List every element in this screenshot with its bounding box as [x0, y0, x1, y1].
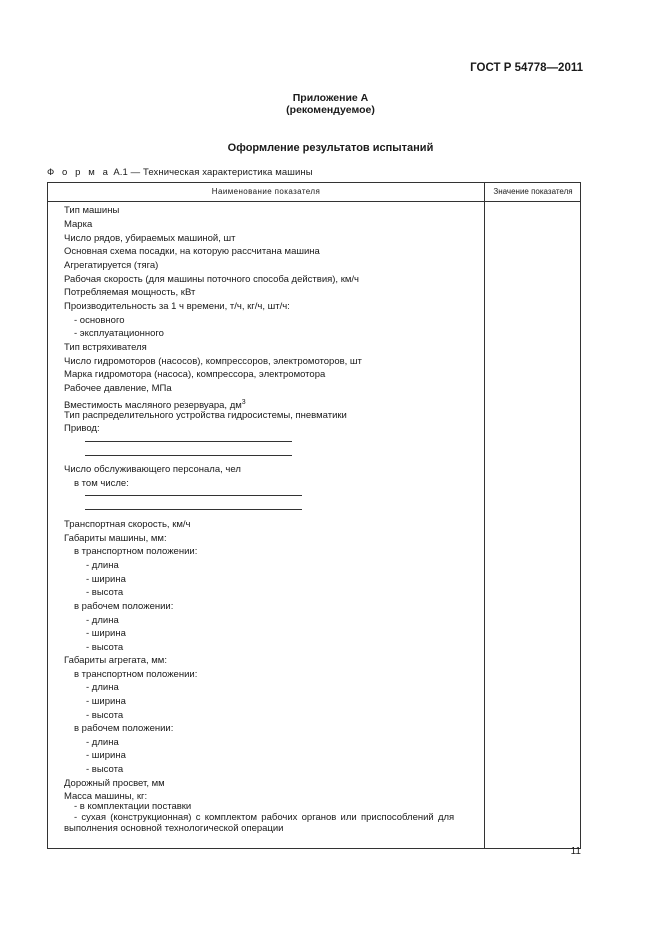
- appendix-title: Приложение А: [292, 92, 369, 104]
- table-row: Число рядов, убираемых машиной, шт: [64, 233, 236, 244]
- table-row: Тип машины: [64, 205, 120, 216]
- table-row: Марка: [64, 219, 93, 230]
- table-row: Тип встряхивателя: [64, 342, 147, 353]
- table-row: Марка гидромотора (насоса), компрессора, электромотора: [64, 369, 326, 380]
- table-row: - высота: [86, 764, 124, 775]
- appendix-subtitle: (рекомендуемое): [286, 104, 375, 116]
- standard-number: ГОСТ Р 54778—2011: [470, 62, 583, 74]
- table-row: Число обслуживающего персонала, чел: [64, 464, 241, 475]
- table-row: - ширина: [86, 696, 126, 707]
- column-header-name: Наименование показателя: [211, 187, 321, 196]
- column-divider: [484, 183, 485, 848]
- row-text: Вместимость масляного резервуара, дм: [64, 400, 242, 412]
- table-row: Число гидромоторов (насосов), компрессоров, электромоторов, шт: [64, 356, 362, 367]
- characteristics-table: [47, 182, 581, 849]
- table-row: Производительность за 1 ч времени, т/ч, кг/ч, шт/ч:: [64, 301, 290, 312]
- table-row: - высота: [86, 642, 124, 653]
- table-row: Потребляемая мощность, кВт: [64, 287, 196, 298]
- table-row: в транспортном положении:: [74, 669, 198, 680]
- blank-line: [85, 441, 292, 442]
- section-title: Оформление результатов испытаний: [227, 142, 434, 154]
- header-divider: [48, 201, 580, 202]
- table-row: - длина: [86, 682, 119, 693]
- table-row: Основная схема посадки, на которую рассчитана машина: [64, 246, 320, 257]
- table-row: в том числе:: [74, 478, 129, 489]
- table-row: Привод:: [64, 423, 100, 434]
- form-caption-text: А.1 — Техническая характеристика машины: [113, 167, 313, 178]
- table-row: - в комплектации поставки: [74, 801, 192, 812]
- table-row: Габариты машины, мм:: [64, 533, 167, 544]
- table-row: Рабочая скорость (для машины поточного способа действия), км/ч: [64, 274, 359, 285]
- table-row: выполнения основной технологической операции: [64, 823, 284, 834]
- table-row: - эксплуатационного: [74, 328, 164, 339]
- form-caption: [47, 167, 313, 178]
- table-row: Дорожный просвет, мм: [64, 778, 165, 789]
- table-row: Рабочее давление, МПа: [64, 383, 172, 394]
- table-row: - ширина: [86, 574, 126, 585]
- table-row: в рабочем положении:: [74, 601, 174, 612]
- table-row: Габариты агрегата, мм:: [64, 655, 167, 666]
- table-row: - длина: [86, 737, 119, 748]
- blank-line: [85, 495, 302, 496]
- form-caption-prefix: Ф о р м а: [47, 167, 111, 178]
- blank-line: [85, 509, 302, 510]
- table-row: - ширина: [86, 628, 126, 639]
- table-row: Агрегатируется (тяга): [64, 260, 159, 271]
- table-row: - высота: [86, 710, 124, 721]
- column-header-value: Значение показателя: [493, 187, 573, 196]
- blank-line: [85, 455, 292, 456]
- table-row: Транспортная скорость, км/ч: [64, 519, 191, 530]
- table-row: - основного: [74, 315, 125, 326]
- table-row: Масса машины, кг:: [64, 791, 148, 802]
- table-row: в транспортном положении:: [74, 546, 198, 557]
- page-number: 11: [570, 846, 581, 857]
- table-row: - ширина: [86, 750, 126, 761]
- superscript: 3: [241, 399, 246, 406]
- table-row: - длина: [86, 615, 119, 626]
- table-row: - длина: [86, 560, 119, 571]
- table-row: в рабочем положении:: [74, 723, 174, 734]
- table-row: - высота: [86, 587, 124, 598]
- table-row: Тип распределительного устройства гидросистемы, пневматики: [64, 410, 347, 421]
- table-row: - сухая (конструкционная) с комплектом рабочих органов или приспособлений для: [74, 812, 455, 823]
